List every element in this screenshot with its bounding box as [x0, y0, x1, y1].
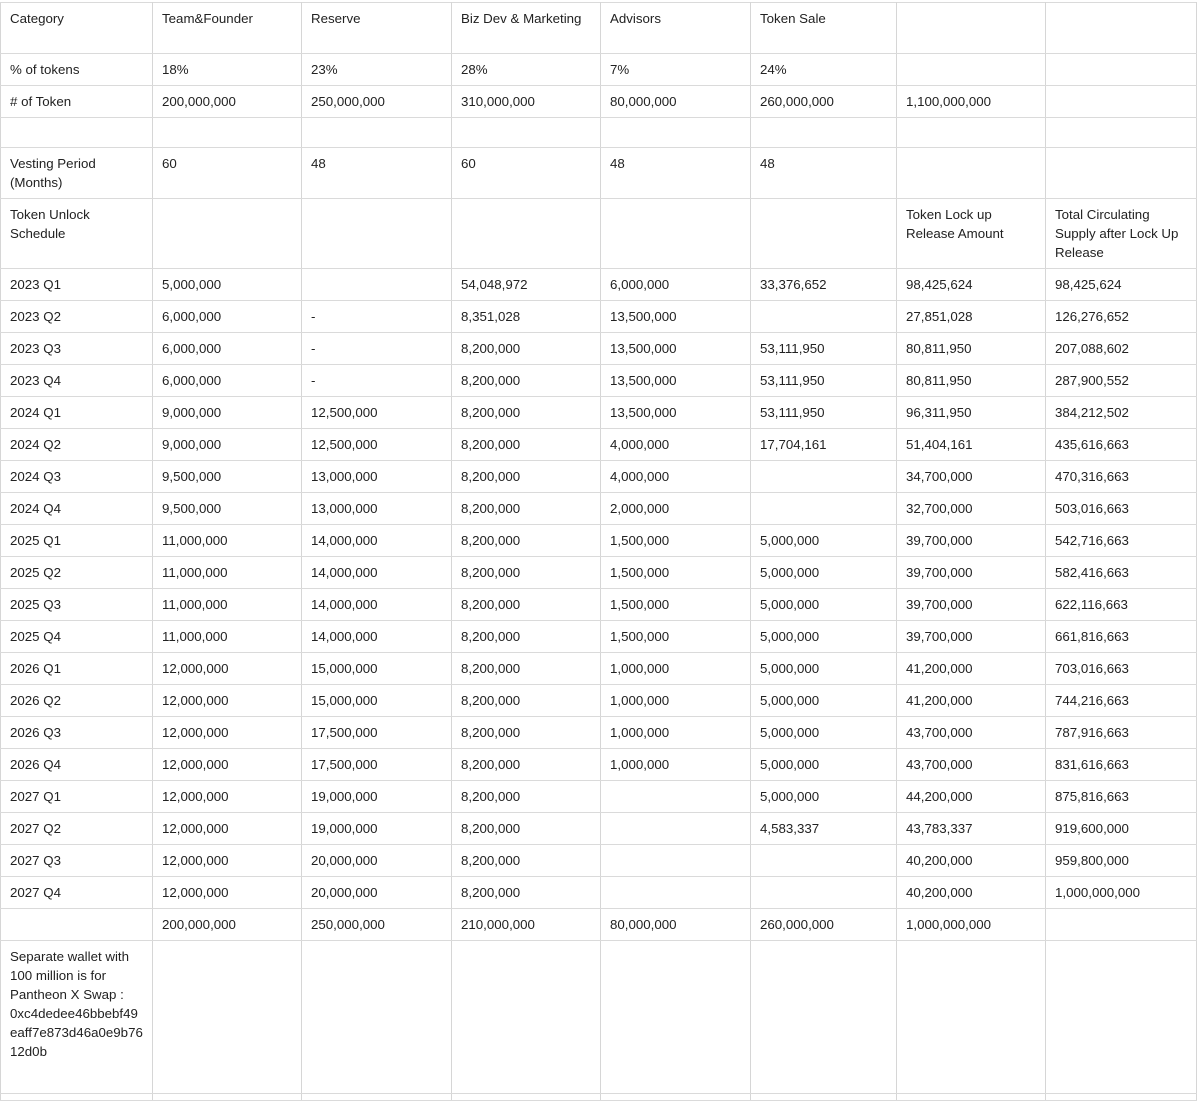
cell-advisors[interactable]	[601, 781, 751, 813]
cell-team_founder[interactable]: 6,000,000	[153, 365, 302, 397]
cell-token_sale[interactable]: 5,000,000	[751, 781, 897, 813]
cell-token_sale[interactable]	[751, 493, 897, 525]
cell-1-6[interactable]	[1046, 86, 1197, 118]
cell-lockup_release[interactable]: 39,700,000	[897, 525, 1046, 557]
row-label-1[interactable]: # of Token	[1, 86, 153, 118]
table-row[interactable]	[1, 269, 1197, 301]
cell-0-0[interactable]: 18%	[153, 54, 302, 86]
cell-period[interactable]: 2024 Q3	[1, 461, 153, 493]
total-period[interactable]	[1, 909, 153, 941]
table-row[interactable]	[1, 525, 1197, 557]
cell-reserve[interactable]: 12,500,000	[302, 397, 452, 429]
cell-biz_dev[interactable]: 8,200,000	[452, 749, 601, 781]
cell-team_founder[interactable]: 6,000,000	[153, 333, 302, 365]
table-row[interactable]	[1, 301, 1197, 333]
total-advisors[interactable]: 80,000,000	[601, 909, 751, 941]
cell-lockup_release[interactable]: 43,700,000	[897, 717, 1046, 749]
cell-team_founder[interactable]: 11,000,000	[153, 525, 302, 557]
unlock-header-blank-2[interactable]	[452, 199, 601, 269]
cell-biz_dev[interactable]: 8,200,000	[452, 333, 601, 365]
cell-team_founder[interactable]: 12,000,000	[153, 685, 302, 717]
cell-0-1[interactable]: 23%	[302, 54, 452, 86]
cell-reserve[interactable]: 13,000,000	[302, 461, 452, 493]
cell-reserve[interactable]: 14,000,000	[302, 557, 452, 589]
cell-team_founder[interactable]: 5,000,000	[153, 269, 302, 301]
column-header-6[interactable]	[897, 3, 1046, 54]
cell-token_sale[interactable]	[751, 301, 897, 333]
cell-reserve[interactable]: 15,000,000	[302, 685, 452, 717]
table-row[interactable]	[1, 493, 1197, 525]
cell-2-6[interactable]	[1046, 118, 1197, 148]
cell-clipped-5[interactable]	[751, 1094, 897, 1101]
column-header-7[interactable]	[1046, 3, 1197, 54]
note-blank-3[interactable]	[601, 941, 751, 1094]
cell-advisors[interactable]	[601, 845, 751, 877]
cell-circulating[interactable]: 384,212,502	[1046, 397, 1197, 429]
cell-0-5[interactable]	[897, 54, 1046, 86]
cell-reserve[interactable]: 19,000,000	[302, 813, 452, 845]
table-body	[1, 3, 1197, 1101]
table-row[interactable]	[1, 589, 1197, 621]
cell-biz_dev[interactable]: 8,200,000	[452, 845, 601, 877]
cell-reserve[interactable]: 14,000,000	[302, 589, 452, 621]
cell-lockup_release[interactable]: 80,811,950	[897, 365, 1046, 397]
cell-biz_dev[interactable]: 8,200,000	[452, 813, 601, 845]
cell-circulating[interactable]: 831,616,663	[1046, 749, 1197, 781]
cell-team_founder[interactable]: 11,000,000	[153, 621, 302, 653]
cell-lockup_release[interactable]: 40,200,000	[897, 845, 1046, 877]
cell-biz_dev[interactable]: 8,200,000	[452, 717, 601, 749]
cell-token_sale[interactable]: 4,583,337	[751, 813, 897, 845]
table-row[interactable]	[1, 749, 1197, 781]
spreadsheet-canvas	[0, 2, 1200, 1059]
table-row[interactable]	[1, 813, 1197, 845]
cell-period[interactable]: 2027 Q3	[1, 845, 153, 877]
note-blank-0[interactable]	[153, 941, 302, 1094]
cell-advisors[interactable]	[601, 813, 751, 845]
cell-team_founder[interactable]: 9,500,000	[153, 493, 302, 525]
cell-period[interactable]: 2025 Q3	[1, 589, 153, 621]
cell-circulating[interactable]: 470,316,663	[1046, 461, 1197, 493]
cell-lockup_release[interactable]: 44,200,000	[897, 781, 1046, 813]
note-blank-5[interactable]	[897, 941, 1046, 1094]
column-header-5[interactable]: Token Sale	[751, 3, 897, 54]
cell-period[interactable]: 2026 Q4	[1, 749, 153, 781]
cell-period[interactable]: 2023 Q2	[1, 301, 153, 333]
cell-team_founder[interactable]: 12,000,000	[153, 845, 302, 877]
cell-advisors[interactable]: 1,000,000	[601, 653, 751, 685]
total-biz_dev[interactable]: 210,000,000	[452, 909, 601, 941]
cell-circulating[interactable]: 126,276,652	[1046, 301, 1197, 333]
cell-circulating[interactable]: 435,616,663	[1046, 429, 1197, 461]
cell-biz_dev[interactable]: 8,200,000	[452, 365, 601, 397]
table-header-row[interactable]	[1, 3, 1197, 54]
cell-team_founder[interactable]: 12,000,000	[153, 813, 302, 845]
cell-reserve[interactable]	[302, 269, 452, 301]
table-row[interactable]	[1, 845, 1197, 877]
unlock-header-blank-4[interactable]	[751, 199, 897, 269]
cell-lockup_release[interactable]: 43,700,000	[897, 749, 1046, 781]
cell-biz_dev[interactable]: 8,200,000	[452, 621, 601, 653]
note-blank-4[interactable]	[751, 941, 897, 1094]
cell-token_sale[interactable]: 53,111,950	[751, 397, 897, 429]
row-label-0[interactable]: % of tokens	[1, 54, 153, 86]
table-row[interactable]	[1, 333, 1197, 365]
cell-biz_dev[interactable]: 8,200,000	[452, 653, 601, 685]
table-row[interactable]	[1, 365, 1197, 397]
cell-2-1[interactable]	[302, 118, 452, 148]
cell-3-6[interactable]	[1046, 148, 1197, 199]
column-header-4[interactable]: Advisors	[601, 3, 751, 54]
cell-biz_dev[interactable]: 8,200,000	[452, 429, 601, 461]
cell-lockup_release[interactable]: 41,200,000	[897, 685, 1046, 717]
cell-team_founder[interactable]: 11,000,000	[153, 557, 302, 589]
cell-token_sale[interactable]: 5,000,000	[751, 685, 897, 717]
cell-token_sale[interactable]: 5,000,000	[751, 653, 897, 685]
cell-biz_dev[interactable]: 8,200,000	[452, 557, 601, 589]
cell-1-2[interactable]: 310,000,000	[452, 86, 601, 118]
column-header-0[interactable]: Category	[1, 3, 153, 54]
row-partial-clipped[interactable]	[1, 1094, 1197, 1101]
cell-advisors[interactable]: 1,000,000	[601, 749, 751, 781]
cell-lockup_release[interactable]: 39,700,000	[897, 589, 1046, 621]
cell-biz_dev[interactable]: 8,200,000	[452, 397, 601, 429]
cell-token_sale[interactable]: 53,111,950	[751, 365, 897, 397]
cell-period[interactable]: 2023 Q3	[1, 333, 153, 365]
cell-reserve[interactable]: -	[302, 301, 452, 333]
table-row[interactable]	[1, 781, 1197, 813]
note-blank-1[interactable]	[302, 941, 452, 1094]
cell-advisors[interactable]: 2,000,000	[601, 493, 751, 525]
row-note[interactable]	[1, 941, 1197, 1094]
cell-circulating[interactable]: 622,116,663	[1046, 589, 1197, 621]
cell-token_sale[interactable]: 5,000,000	[751, 589, 897, 621]
cell-advisors[interactable]: 1,000,000	[601, 685, 751, 717]
cell-token_sale[interactable]	[751, 461, 897, 493]
table-row[interactable]	[1, 877, 1197, 909]
column-header-2[interactable]: Reserve	[302, 3, 452, 54]
cell-lockup_release[interactable]: 96,311,950	[897, 397, 1046, 429]
cell-circulating[interactable]: 875,816,663	[1046, 781, 1197, 813]
cell-advisors[interactable]: 6,000,000	[601, 269, 751, 301]
cell-reserve[interactable]: 14,000,000	[302, 621, 452, 653]
cell-1-3[interactable]: 80,000,000	[601, 86, 751, 118]
cell-circulating[interactable]: 503,016,663	[1046, 493, 1197, 525]
cell-2-5[interactable]	[897, 118, 1046, 148]
table-row[interactable]	[1, 557, 1197, 589]
cell-period[interactable]: 2027 Q2	[1, 813, 153, 845]
cell-team_founder[interactable]: 12,000,000	[153, 717, 302, 749]
cell-3-0[interactable]: 60	[153, 148, 302, 199]
cell-reserve[interactable]: 20,000,000	[302, 877, 452, 909]
cell-biz_dev[interactable]: 8,200,000	[452, 877, 601, 909]
token-unlock-schedule-table[interactable]	[0, 2, 1197, 1101]
cell-period[interactable]: 2024 Q4	[1, 493, 153, 525]
cell-3-2[interactable]: 60	[452, 148, 601, 199]
cell-period[interactable]: 2027 Q1	[1, 781, 153, 813]
table-row[interactable]	[1, 397, 1197, 429]
row-vesting-period[interactable]	[1, 148, 1197, 199]
cell-circulating[interactable]: 787,916,663	[1046, 717, 1197, 749]
cell-lockup_release[interactable]: 39,700,000	[897, 557, 1046, 589]
cell-period[interactable]: 2025 Q2	[1, 557, 153, 589]
cell-biz_dev[interactable]: 8,200,000	[452, 685, 601, 717]
note-blank-2[interactable]	[452, 941, 601, 1094]
cell-advisors[interactable]: 13,500,000	[601, 301, 751, 333]
cell-token_sale[interactable]	[751, 877, 897, 909]
row-label-3[interactable]: Vesting Period (Months)	[1, 148, 153, 199]
cell-lockup_release[interactable]: 98,425,624	[897, 269, 1046, 301]
cell-advisors[interactable]	[601, 877, 751, 909]
cell-period[interactable]: 2027 Q4	[1, 877, 153, 909]
cell-period[interactable]: 2025 Q1	[1, 525, 153, 557]
cell-lockup_release[interactable]: 41,200,000	[897, 653, 1046, 685]
cell-circulating[interactable]: 1,000,000,000	[1046, 877, 1197, 909]
cell-circulating[interactable]: 98,425,624	[1046, 269, 1197, 301]
cell-reserve[interactable]: 17,500,000	[302, 749, 452, 781]
column-header-1[interactable]: Team&Founder	[153, 3, 302, 54]
cell-period[interactable]: 2026 Q3	[1, 717, 153, 749]
cell-1-0[interactable]: 200,000,000	[153, 86, 302, 118]
cell-reserve[interactable]: -	[302, 365, 452, 397]
cell-3-3[interactable]: 48	[601, 148, 751, 199]
cell-circulating[interactable]: 207,088,602	[1046, 333, 1197, 365]
cell-reserve[interactable]: 12,500,000	[302, 429, 452, 461]
cell-lockup_release[interactable]: 43,783,337	[897, 813, 1046, 845]
cell-0-4[interactable]: 24%	[751, 54, 897, 86]
cell-advisors[interactable]: 1,500,000	[601, 557, 751, 589]
cell-period[interactable]: 2024 Q2	[1, 429, 153, 461]
total-team_founder[interactable]: 200,000,000	[153, 909, 302, 941]
total-lockup_release[interactable]: 1,000,000,000	[897, 909, 1046, 941]
cell-period[interactable]: 2024 Q1	[1, 397, 153, 429]
cell-lockup_release[interactable]: 40,200,000	[897, 877, 1046, 909]
cell-team_founder[interactable]: 12,000,000	[153, 877, 302, 909]
cell-2-4[interactable]	[751, 118, 897, 148]
row-label-2[interactable]	[1, 118, 153, 148]
table-row[interactable]	[1, 429, 1197, 461]
note-blank-6[interactable]	[1046, 941, 1197, 1094]
cell-lockup_release[interactable]: 32,700,000	[897, 493, 1046, 525]
cell-advisors[interactable]: 4,000,000	[601, 429, 751, 461]
cell-biz_dev[interactable]: 8,351,028	[452, 301, 601, 333]
token-lockup-release-amount-header[interactable]: Token Lock up Release Amount	[897, 199, 1046, 269]
cell-3-4[interactable]: 48	[751, 148, 897, 199]
cell-advisors[interactable]: 13,500,000	[601, 333, 751, 365]
cell-reserve[interactable]: 13,000,000	[302, 493, 452, 525]
cell-0-6[interactable]	[1046, 54, 1197, 86]
cell-biz_dev[interactable]: 8,200,000	[452, 525, 601, 557]
unlock-header-blank-1[interactable]	[302, 199, 452, 269]
cell-period[interactable]: 2023 Q1	[1, 269, 153, 301]
cell-circulating[interactable]: 703,016,663	[1046, 653, 1197, 685]
cell-team_founder[interactable]: 9,500,000	[153, 461, 302, 493]
cell-2-0[interactable]	[153, 118, 302, 148]
cell-advisors[interactable]: 1,500,000	[601, 589, 751, 621]
cell-clipped-0[interactable]	[1, 1094, 153, 1101]
cell-3-5[interactable]	[897, 148, 1046, 199]
cell-token_sale[interactable]: 5,000,000	[751, 717, 897, 749]
row-number-of-token[interactable]	[1, 86, 1197, 118]
cell-2-2[interactable]	[452, 118, 601, 148]
cell-biz_dev[interactable]: 54,048,972	[452, 269, 601, 301]
cell-token_sale[interactable]: 5,000,000	[751, 557, 897, 589]
cell-advisors[interactable]: 4,000,000	[601, 461, 751, 493]
cell-lockup_release[interactable]: 51,404,161	[897, 429, 1046, 461]
cell-team_founder[interactable]: 9,000,000	[153, 429, 302, 461]
cell-team_founder[interactable]: 9,000,000	[153, 397, 302, 429]
cell-reserve[interactable]: 19,000,000	[302, 781, 452, 813]
cell-1-5[interactable]: 1,100,000,000	[897, 86, 1046, 118]
cell-clipped-2[interactable]	[302, 1094, 452, 1101]
cell-advisors[interactable]: 1,000,000	[601, 717, 751, 749]
cell-token_sale[interactable]: 5,000,000	[751, 621, 897, 653]
total-reserve[interactable]: 250,000,000	[302, 909, 452, 941]
cell-reserve[interactable]: -	[302, 333, 452, 365]
cell-circulating[interactable]: 744,216,663	[1046, 685, 1197, 717]
cell-team_founder[interactable]: 12,000,000	[153, 653, 302, 685]
cell-team_founder[interactable]: 11,000,000	[153, 589, 302, 621]
cell-token_sale[interactable]: 17,704,161	[751, 429, 897, 461]
cell-reserve[interactable]: 15,000,000	[302, 653, 452, 685]
cell-period[interactable]: 2026 Q1	[1, 653, 153, 685]
cell-1-1[interactable]: 250,000,000	[302, 86, 452, 118]
cell-circulating[interactable]: 919,600,000	[1046, 813, 1197, 845]
cell-period[interactable]: 2023 Q4	[1, 365, 153, 397]
cell-clipped-7[interactable]	[1046, 1094, 1197, 1101]
cell-biz_dev[interactable]: 8,200,000	[452, 589, 601, 621]
cell-circulating[interactable]: 542,716,663	[1046, 525, 1197, 557]
cell-circulating[interactable]: 287,900,552	[1046, 365, 1197, 397]
table-row[interactable]	[1, 653, 1197, 685]
cell-clipped-3[interactable]	[452, 1094, 601, 1101]
table-row[interactable]	[1, 621, 1197, 653]
cell-lockup_release[interactable]: 80,811,950	[897, 333, 1046, 365]
cell-1-4[interactable]: 260,000,000	[751, 86, 897, 118]
cell-advisors[interactable]: 13,500,000	[601, 365, 751, 397]
cell-token_sale[interactable]: 33,376,652	[751, 269, 897, 301]
cell-clipped-6[interactable]	[897, 1094, 1046, 1101]
row-spacer[interactable]	[1, 118, 1197, 148]
cell-reserve[interactable]: 17,500,000	[302, 717, 452, 749]
cell-token_sale[interactable]	[751, 845, 897, 877]
cell-circulating[interactable]: 582,416,663	[1046, 557, 1197, 589]
row-percent-of-tokens[interactable]	[1, 54, 1197, 86]
cell-lockup_release[interactable]: 27,851,028	[897, 301, 1046, 333]
cell-reserve[interactable]: 20,000,000	[302, 845, 452, 877]
cell-0-2[interactable]: 28%	[452, 54, 601, 86]
cell-advisors[interactable]: 1,500,000	[601, 621, 751, 653]
row-token-unlock-schedule-header[interactable]	[1, 199, 1197, 269]
unlock-header-blank-3[interactable]	[601, 199, 751, 269]
cell-advisors[interactable]: 1,500,000	[601, 525, 751, 557]
total-circulating-supply-header[interactable]: Total Circulating Supply after Lock Up Release	[1046, 199, 1197, 269]
cell-2-3[interactable]	[601, 118, 751, 148]
cell-period[interactable]: 2026 Q2	[1, 685, 153, 717]
token-unlock-schedule-label[interactable]: Token Unlock Schedule	[1, 199, 153, 269]
cell-reserve[interactable]: 14,000,000	[302, 525, 452, 557]
unlock-header-blank-0[interactable]	[153, 199, 302, 269]
cell-lockup_release[interactable]: 39,700,000	[897, 621, 1046, 653]
cell-0-3[interactable]: 7%	[601, 54, 751, 86]
cell-team_founder[interactable]: 12,000,000	[153, 749, 302, 781]
total-circulating[interactable]	[1046, 909, 1197, 941]
cell-circulating[interactable]: 661,816,663	[1046, 621, 1197, 653]
table-row[interactable]	[1, 717, 1197, 749]
cell-circulating[interactable]: 959,800,000	[1046, 845, 1197, 877]
cell-lockup_release[interactable]: 34,700,000	[897, 461, 1046, 493]
cell-token_sale[interactable]: 5,000,000	[751, 525, 897, 557]
cell-clipped-4[interactable]	[601, 1094, 751, 1101]
column-header-3[interactable]: Biz Dev & Marketing	[452, 3, 601, 54]
cell-token_sale[interactable]: 53,111,950	[751, 333, 897, 365]
cell-advisors[interactable]: 13,500,000	[601, 397, 751, 429]
cell-period[interactable]: 2025 Q4	[1, 621, 153, 653]
row-totals[interactable]	[1, 909, 1197, 941]
cell-token_sale[interactable]: 5,000,000	[751, 749, 897, 781]
cell-biz_dev[interactable]: 8,200,000	[452, 781, 601, 813]
table-row[interactable]	[1, 685, 1197, 717]
total-token_sale[interactable]: 260,000,000	[751, 909, 897, 941]
cell-clipped-1[interactable]	[153, 1094, 302, 1101]
cell-biz_dev[interactable]: 8,200,000	[452, 493, 601, 525]
cell-team_founder[interactable]: 6,000,000	[153, 301, 302, 333]
separate-wallet-note[interactable]: Separate wallet with 100 million is for Pantheon X Swap : 0xc4dedee46bbebf49eaff7e873d46a0e9b7612d0b	[1, 941, 153, 1094]
cell-3-1[interactable]: 48	[302, 148, 452, 199]
cell-team_founder[interactable]: 12,000,000	[153, 781, 302, 813]
table-row[interactable]	[1, 461, 1197, 493]
cell-biz_dev[interactable]: 8,200,000	[452, 461, 601, 493]
